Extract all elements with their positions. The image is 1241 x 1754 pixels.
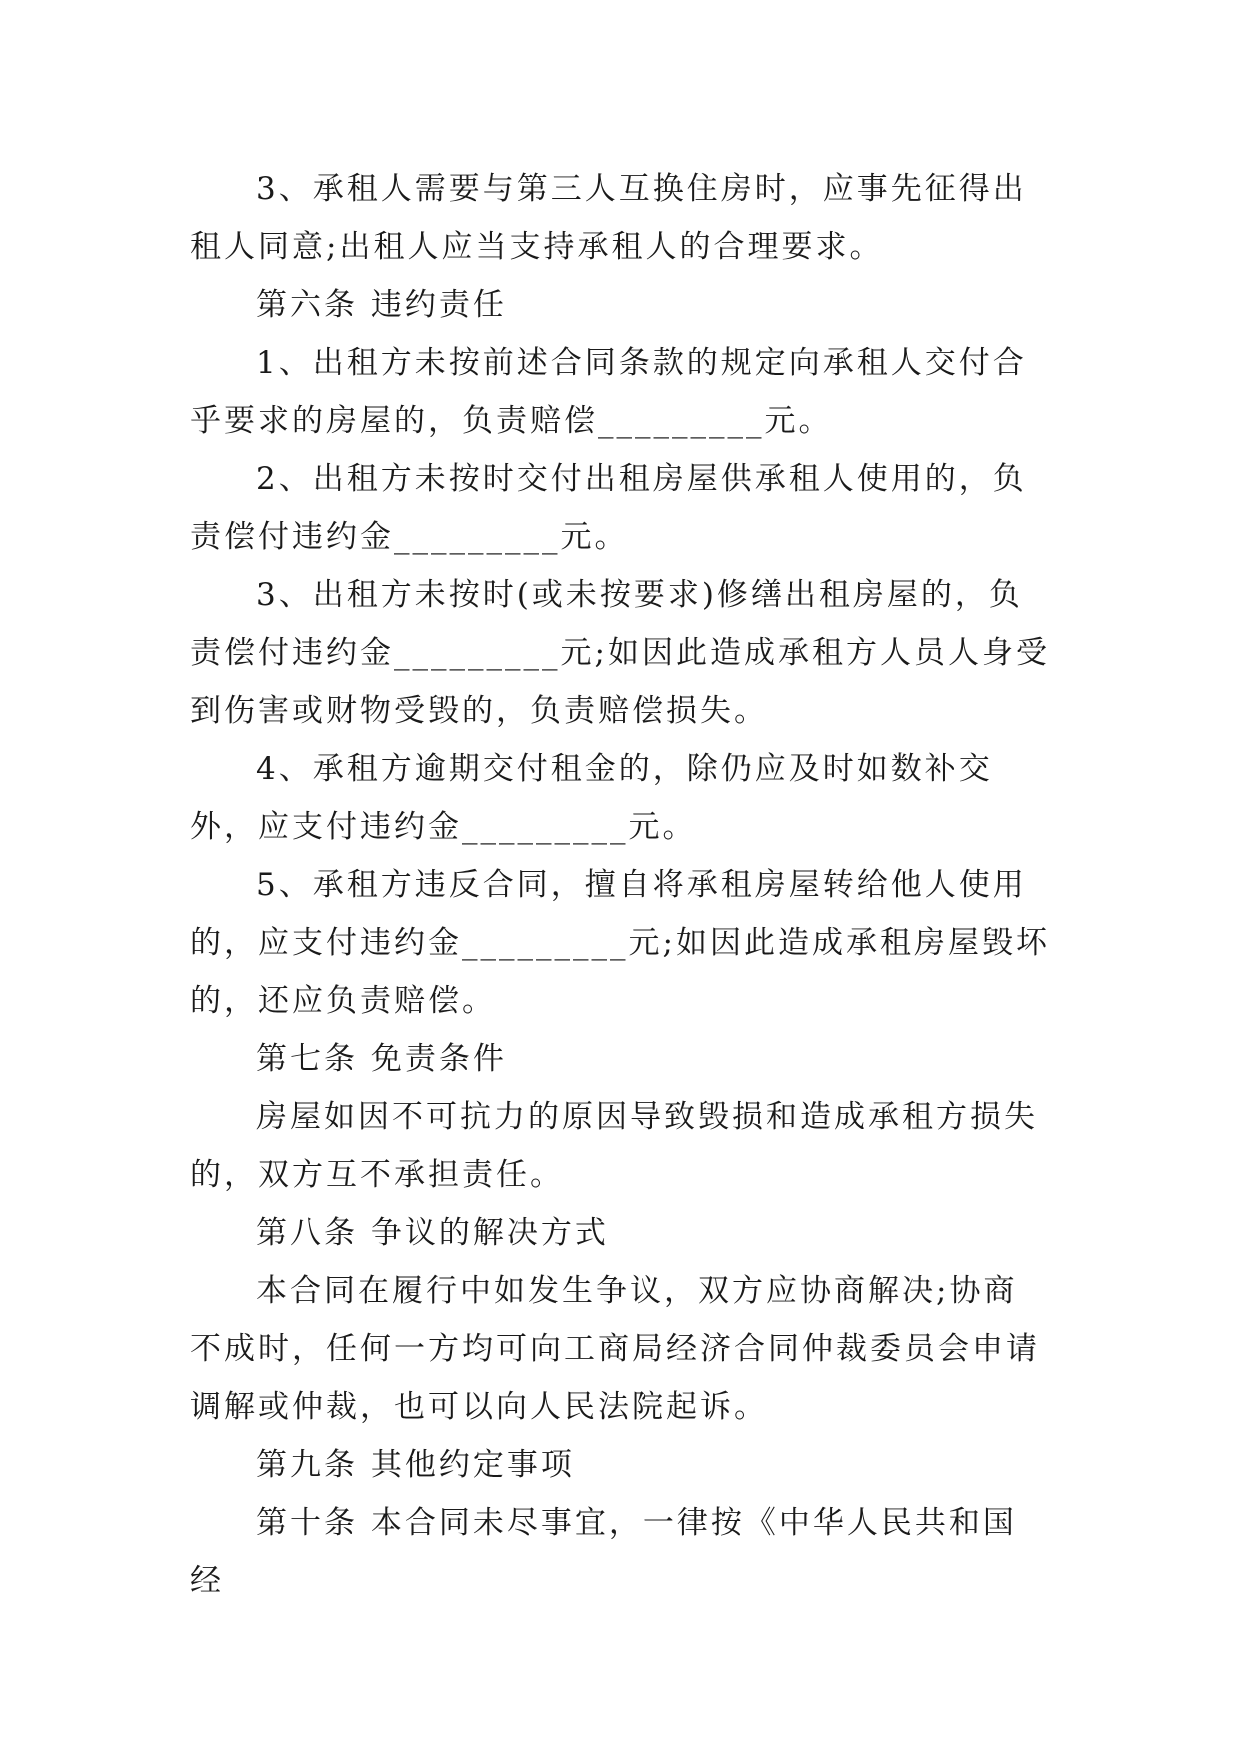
article-6-item-1: 1、出租方未按前述合同条款的规定向承租人交付合乎要求的房屋的，负责赔偿_________元。 (190, 345, 1027, 439)
article-10-body: 第十条 本合同未尽事宜，一律按《中华人民共和国经 (190, 1505, 1017, 1599)
article-6-heading: 第六条 违约责任 (256, 287, 507, 323)
article-6-item-3: 3、出租方未按时(或未按要求)修缮出租房屋的，负责偿付违约金_________元;如因此造成承租方人员人身受到伤害或财物受毁的，负责赔偿损失。 (190, 577, 1050, 729)
article-7-body: 房屋如因不可抗力的原因导致毁损和造成承租方损失的，双方互不承担责任。 (190, 1099, 1038, 1193)
document-page (190, 160, 1050, 1610)
article-7-heading: 第七条 免责条件 (256, 1041, 507, 1077)
clause-5-item-3: 3、承租人需要与第三人互换住房时，应事先征得出租人同意;出租人应当支持承租人的合理要求。 (190, 171, 1027, 265)
article-6-item-2: 2、出租方未按时交付出租房屋供承租人使用的，负责偿付违约金_________元。 (190, 461, 1027, 555)
article-9-heading: 第九条 其他约定事项 (256, 1447, 575, 1483)
article-8-body: 本合同在履行中如发生争议，双方应协商解决;协商不成时，任何一方均可向工商局经济合同仲裁委员会申请调解或仲裁，也可以向人民法院起诉。 (190, 1273, 1040, 1425)
article-8-heading: 第八条 争议的解决方式 (256, 1215, 609, 1251)
article-6-item-4: 4、承租方逾期交付租金的，除仍应及时如数补交外，应支付违约金_________元。 (190, 751, 993, 845)
article-6-item-5: 5、承租方违反合同，擅自将承租房屋转给他人使用的，应支付违约金_________元;如因此造成承租房屋毁坏的，还应负责赔偿。 (190, 867, 1050, 1019)
